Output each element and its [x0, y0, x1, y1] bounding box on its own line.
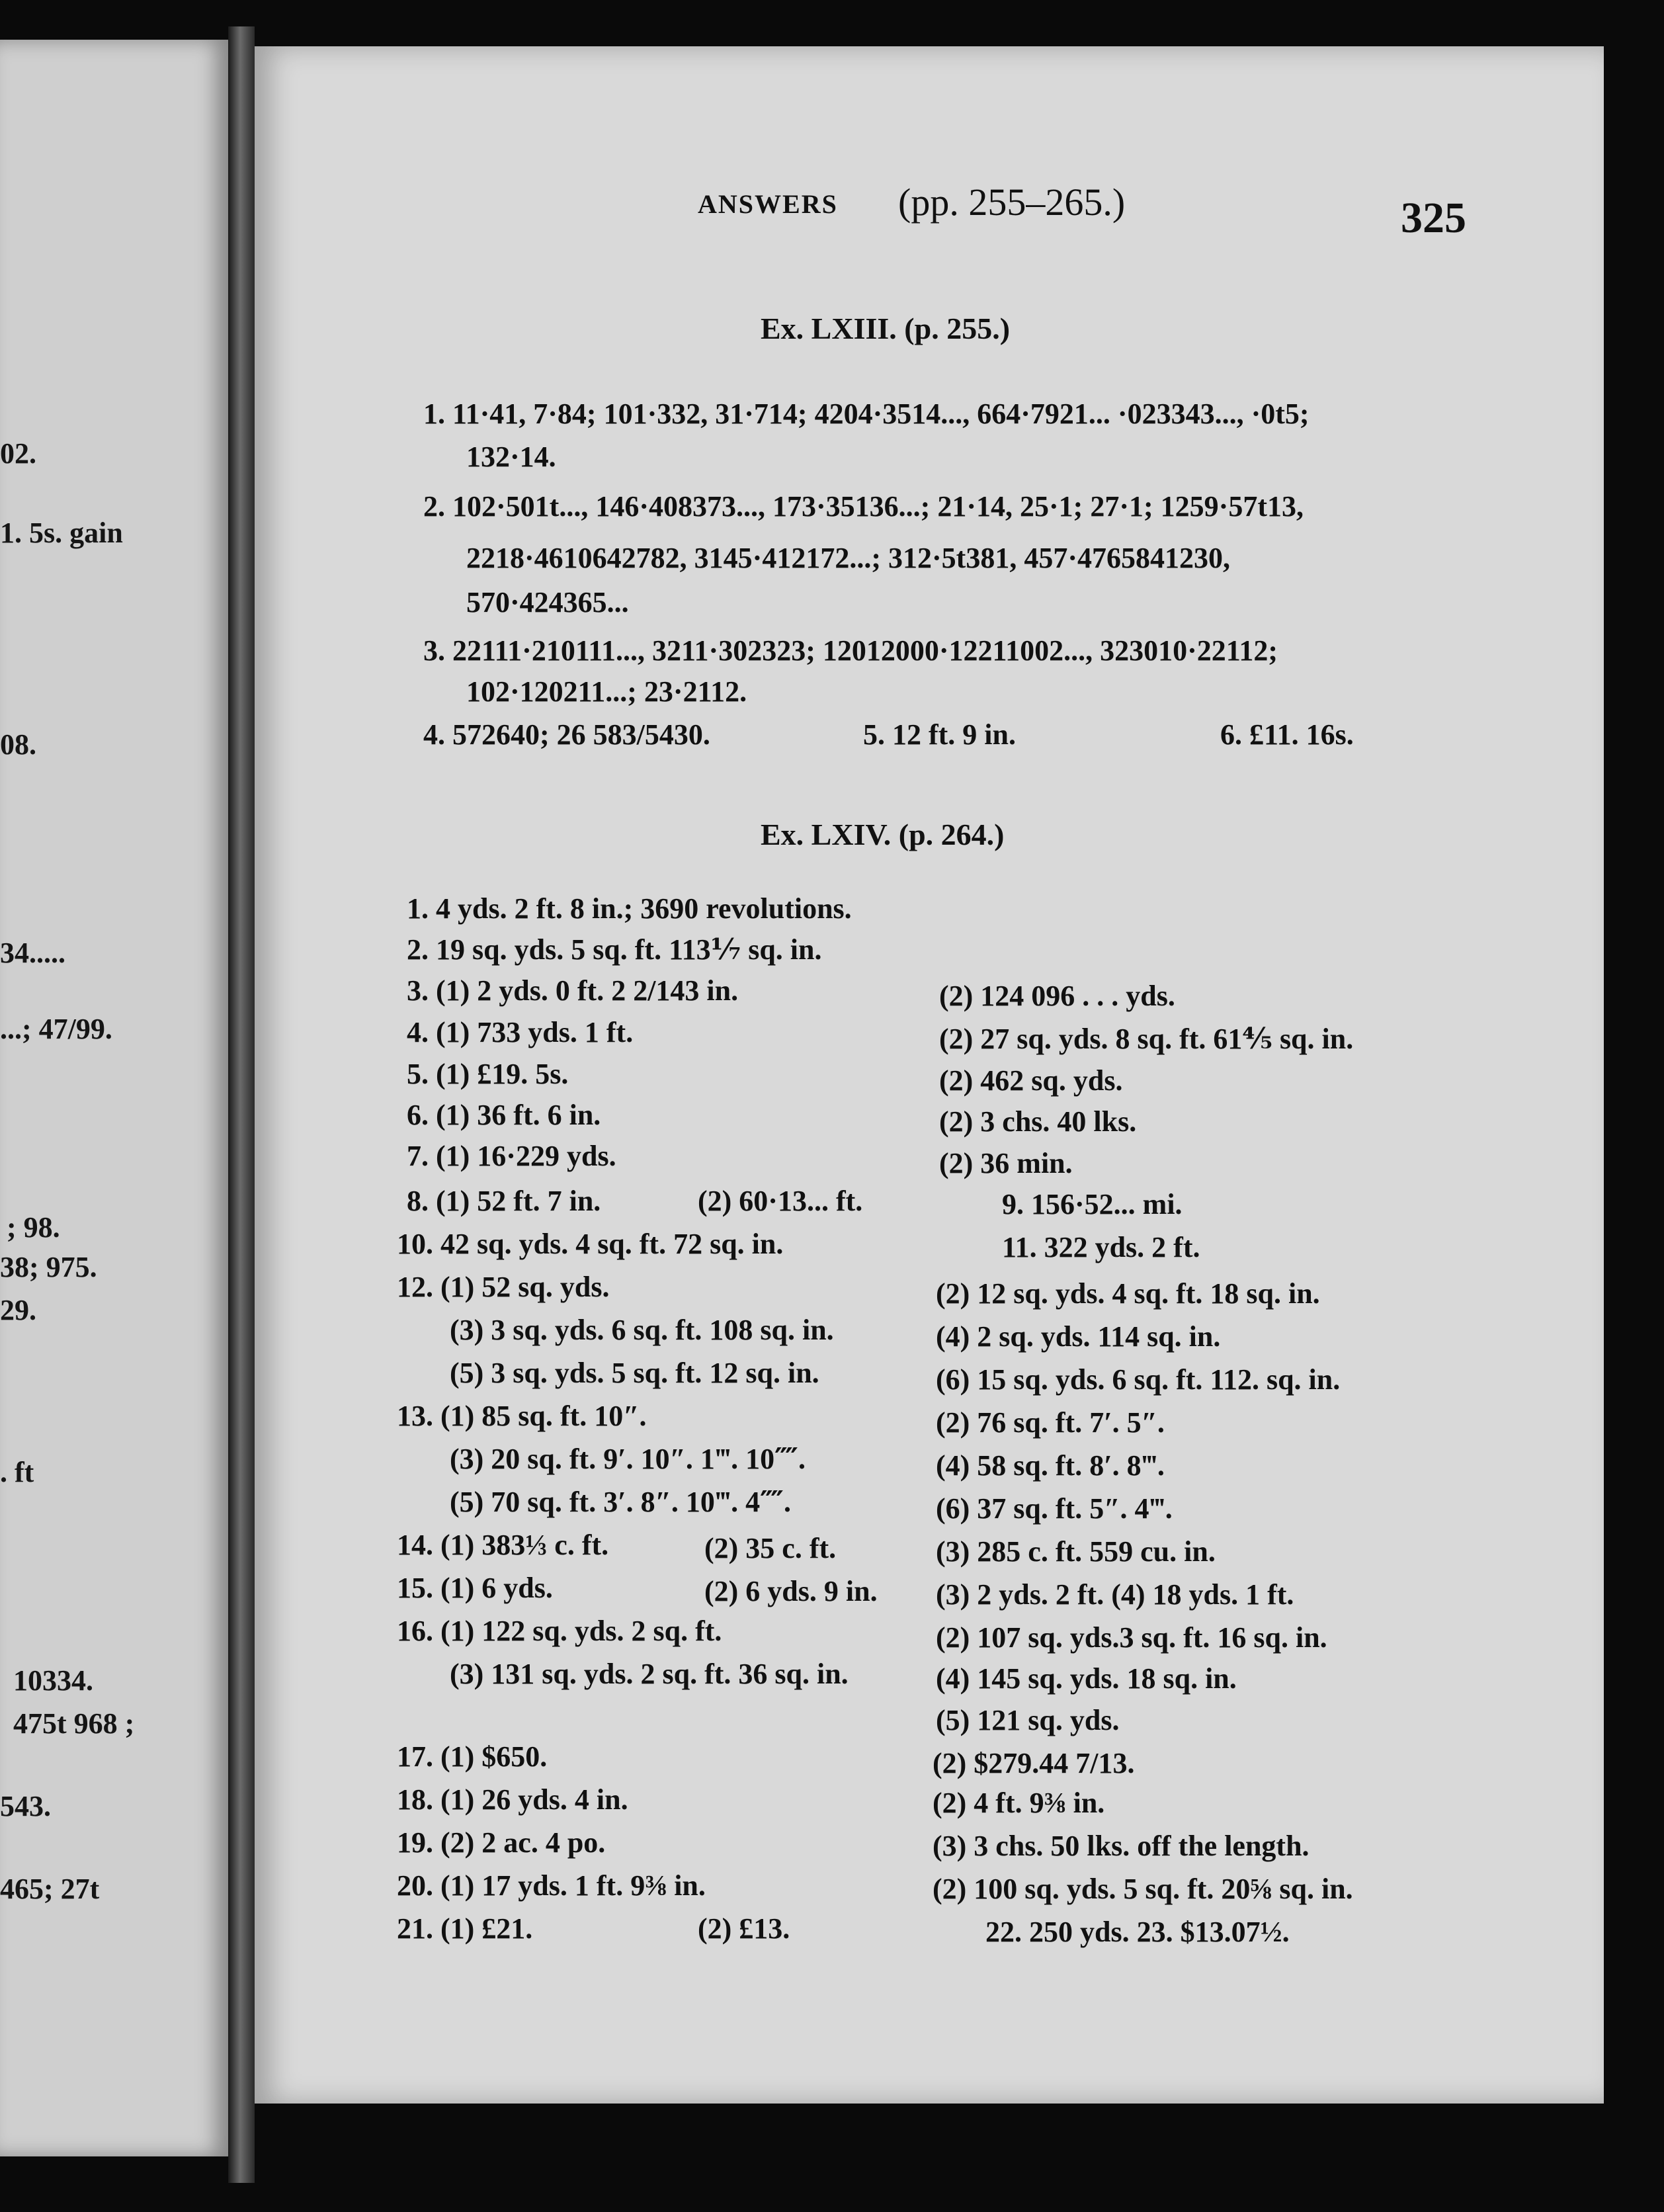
fragment-text: 34.....: [0, 937, 65, 969]
fragment-text: ...; 47/99.: [0, 1013, 112, 1045]
answer-line: (3) 131 sq. yds. 2 sq. ft. 36 sq. in.: [450, 1658, 849, 1690]
answer-line: 132·14.: [466, 441, 556, 473]
fragment-text: ; 98.: [7, 1211, 60, 1244]
answer-line: (4) 145 sq. yds. 18 sq. in.: [936, 1662, 1237, 1695]
answer-line: 3. (1) 2 yds. 0 ft. 2 2/143 in.: [407, 974, 739, 1007]
answer-line: (2) 3 chs. 40 lks.: [939, 1105, 1137, 1138]
answer-line: 2. 19 sq. yds. 5 sq. ft. 113⅐ sq. in.: [407, 933, 822, 966]
exercise-heading: Ex. LXIII. (p. 255.): [761, 312, 1011, 345]
answer-line: 1. 11·41, 7·84; 101·332, 31·714; 4204·3514..., 664·7921... ·023343..., ·0t5;: [423, 398, 1310, 430]
fragment-text: 10334.: [13, 1664, 93, 1697]
answer-line: (5) 70 sq. ft. 3′. 8″. 10‴. 4⁗.: [450, 1486, 791, 1518]
answer-line: (2) 124 096 . . . yds.: [939, 980, 1175, 1012]
answer-line: (3) 3 sq. yds. 6 sq. ft. 108 sq. in.: [450, 1314, 834, 1346]
fragment-text: 02.: [0, 437, 36, 470]
fragment-text: 543.: [0, 1790, 51, 1822]
answer-line: 10. 42 sq. yds. 4 sq. ft. 72 sq. in.: [397, 1228, 784, 1260]
answer-line: (5) 121 sq. yds.: [936, 1704, 1120, 1736]
answer-line: 5. (1) £19. 5s.: [407, 1058, 569, 1090]
answer-line: (2) £13.: [698, 1912, 790, 1945]
answer-line: (5) 3 sq. yds. 5 sq. ft. 12 sq. in.: [450, 1357, 819, 1389]
answer-line: 4. 572640; 26 583/5430.: [423, 718, 710, 751]
answer-line: (4) 58 sq. ft. 8′. 8‴.: [936, 1449, 1165, 1482]
answer-line: 15. (1) 6 yds.: [397, 1572, 553, 1604]
fragment-text: 29.: [0, 1294, 36, 1326]
book-gutter: [228, 26, 255, 2183]
answer-line: (3) 285 c. ft. 559 cu. in.: [936, 1535, 1216, 1568]
answer-line: (2) 35 c. ft.: [704, 1532, 837, 1564]
answer-line: 21. (1) £21.: [397, 1912, 533, 1945]
answer-line: (2) 12 sq. yds. 4 sq. ft. 18 sq. in.: [936, 1277, 1320, 1310]
running-head: ANSWERS: [698, 189, 838, 219]
answer-line: 7. (1) 16·229 yds.: [407, 1140, 616, 1172]
exercise-heading: Ex. LXIV. (p. 264.): [761, 818, 1005, 851]
answer-line: 2. 102·501t..., 146·408373..., 173·35136...; 21·14, 25·1; 27·1; 1259·57t13,: [423, 490, 1304, 523]
answer-line: (3) 2 yds. 2 ft. (4) 18 yds. 1 ft.: [936, 1578, 1294, 1611]
answer-line: 17. (1) $650.: [397, 1740, 548, 1773]
answer-line: (2) 36 min.: [939, 1147, 1073, 1179]
fragment-text: 465; 27t: [0, 1873, 100, 1905]
answer-line: 6. £11. 16s.: [1220, 718, 1354, 751]
facing-page-fragment: [0, 40, 228, 2156]
answer-line: (2) 107 sq. yds.3 sq. ft. 16 sq. in.: [936, 1621, 1327, 1654]
answer-line: 16. (1) 122 sq. yds. 2 sq. ft.: [397, 1615, 722, 1647]
answer-line: 102·120211...; 23·2112.: [466, 675, 747, 708]
answer-line: 19. (2) 2 ac. 4 po.: [397, 1826, 606, 1859]
answer-line: (3) 3 chs. 50 lks. off the length.: [933, 1830, 1310, 1862]
answer-line: (2) 27 sq. yds. 8 sq. ft. 61⅘ sq. in.: [939, 1023, 1354, 1055]
answer-line: (2) 76 sq. ft. 7′. 5″.: [936, 1406, 1165, 1439]
answer-line: 18. (1) 26 yds. 4 in.: [397, 1783, 628, 1816]
answer-line: 4. (1) 733 yds. 1 ft.: [407, 1016, 634, 1048]
answer-line: 570·424365...: [466, 586, 629, 618]
answer-line: (6) 15 sq. yds. 6 sq. ft. 112. sq. in.: [936, 1363, 1341, 1396]
answer-line: 8. (1) 52 ft. 7 in.: [407, 1185, 601, 1217]
answer-line: 5. 12 ft. 9 in.: [863, 718, 1016, 751]
answer-line: 14. (1) 383⅓ c. ft.: [397, 1529, 609, 1561]
answer-line: (4) 2 sq. yds. 114 sq. in.: [936, 1320, 1221, 1353]
answer-line: 6. (1) 36 ft. 6 in.: [407, 1099, 601, 1131]
answer-line: 9. 156·52... mi.: [1002, 1188, 1183, 1220]
answer-line: (2) 6 yds. 9 in.: [704, 1575, 878, 1607]
answer-line: 13. (1) 85 sq. ft. 10″.: [397, 1400, 647, 1432]
answer-line: 11. 322 yds. 2 ft.: [1002, 1231, 1200, 1263]
page-number: 325: [1401, 194, 1466, 242]
answer-line: 1. 4 yds. 2 ft. 8 in.; 3690 revolutions.: [407, 892, 852, 925]
answer-line: (2) $279.44 7/13.: [933, 1747, 1135, 1779]
answer-line: (2) 462 sq. yds.: [939, 1064, 1123, 1097]
fragment-text: 1. 5s. gain: [0, 517, 123, 549]
answer-line: (2) 4 ft. 9⅜ in.: [933, 1787, 1105, 1819]
answer-line: 20. (1) 17 yds. 1 ft. 9⅜ in.: [397, 1869, 706, 1902]
answer-line: 2218·4610642782, 3145·412172...; 312·5t381, 457·4765841230,: [466, 542, 1230, 574]
answer-line: 12. (1) 52 sq. yds.: [397, 1271, 610, 1303]
answer-line: (2) 100 sq. yds. 5 sq. ft. 20⅝ sq. in.: [933, 1873, 1353, 1905]
answer-line: 22. 250 yds. 23. $13.07½.: [985, 1916, 1290, 1948]
answer-line: (3) 20 sq. ft. 9′. 10″. 1‴. 10⁗.: [450, 1443, 806, 1475]
fragment-text: . ft: [0, 1456, 34, 1488]
fragment-text: 38; 975.: [0, 1251, 97, 1283]
page-range: (pp. 255–265.): [898, 181, 1126, 224]
answer-line: (2) 60·13... ft.: [698, 1185, 863, 1217]
answer-line: (6) 37 sq. ft. 5″. 4‴.: [936, 1492, 1173, 1525]
fragment-text: 475t 968 ;: [13, 1707, 135, 1740]
answer-line: 3. 22111·210111..., 3211·302323; 12012000·12211002..., 323010·22112;: [423, 634, 1278, 667]
fragment-text: 08.: [0, 728, 36, 761]
